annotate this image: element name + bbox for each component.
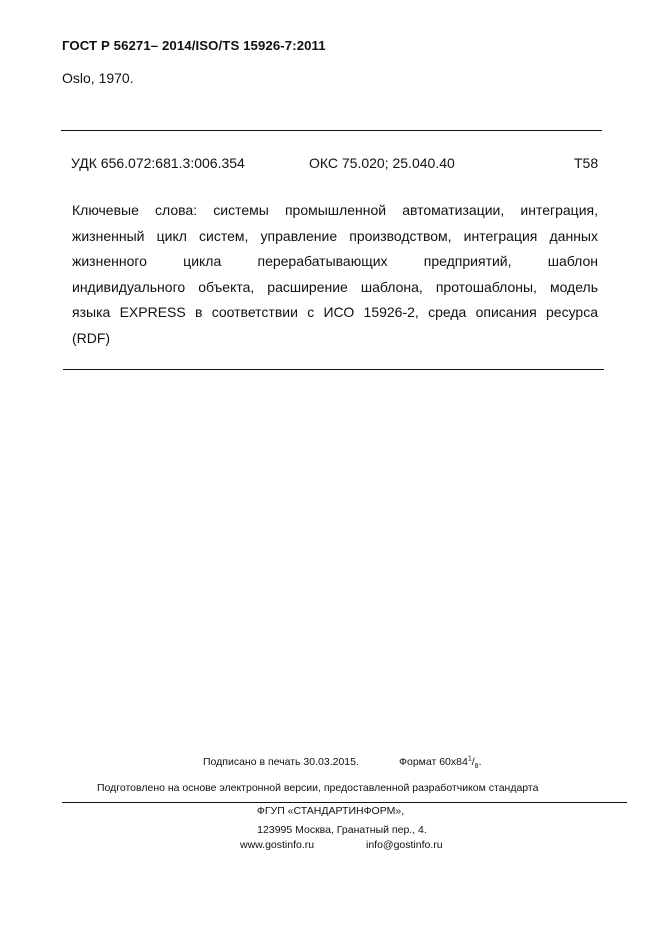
top-divider [61,130,602,131]
format-denominator: 8 [474,763,479,771]
udk-code: УДК 656.072:681.3:006.354 [71,155,245,171]
prepared-note: Подготовлено на основе электронной версии, предоставленной разработчиком стандарта [97,782,539,794]
keywords-line: жизненный цикл систем, управление производством, интеграция данных [72,227,598,244]
oks-code: ОКС 75.020; 25.040.40 [309,155,455,171]
format-label: Формат 60х84 [399,756,468,768]
keywords-line: языка EXPRESS в соответствии с ИСО 15926-2, среда описания ресурса [72,304,598,320]
signed-for-print: Подписано в печать 30.03.2015. [203,756,359,768]
category-code: Т58 [574,155,599,171]
email-link[interactable]: info@gostinfo.ru [366,839,443,851]
publisher-name: ФГУП «СТАНДАРТИНФОРМ», [256,805,405,817]
middle-divider [63,369,604,370]
keywords-line: индивидуального объекта, расширение шаблона, протошаблоны, модель [72,278,598,295]
paper-format: Формат $60х84^1/_8$. [399,755,482,771]
format-suffix: . [478,756,482,768]
publisher-address: 123995 Москва, Гранатный пер., 4. [257,824,427,836]
keywords-line: (RDF) [72,329,111,346]
keywords-paragraph [72,200,598,353]
keywords-line: Ключевые слова: системы промышленной автоматизации, интеграция, [72,202,598,218]
document-header: ГОСТ Р 56271– 2014/ISO/TS 15926-7:2011 [62,38,326,53]
reference-line: Oslo, 1970. [62,70,134,86]
bottom-divider [62,802,627,803]
website-link[interactable]: www.gostinfo.ru [240,839,315,851]
keywords-line: жизненного цикла перерабатывающих предприятий, шаблон [72,253,598,269]
format-numerator: 1 [467,755,472,763]
